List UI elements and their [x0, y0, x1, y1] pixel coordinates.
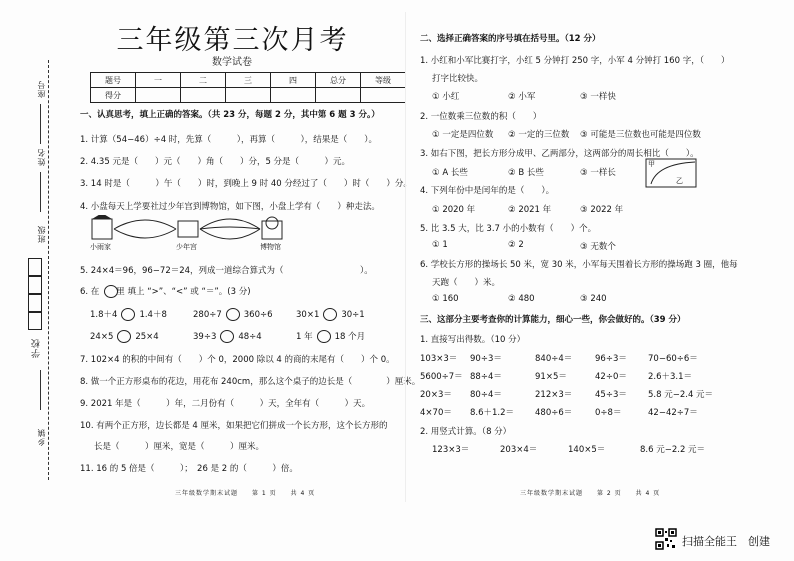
- compare-expr: 280÷7: [193, 310, 222, 320]
- choice-q6-line2: 天跑（ ）米。: [432, 278, 501, 288]
- id-box: [28, 312, 42, 330]
- region-label-a: 甲: [648, 160, 655, 168]
- home-roof-icon: [92, 215, 112, 219]
- choice-q1-line2: 打字比较快。: [432, 74, 484, 84]
- calc-item: 88÷4＝: [470, 372, 502, 382]
- choice-q5-opt[interactable]: ② 2: [508, 240, 524, 250]
- school-fill-line: [40, 370, 41, 410]
- calc-item: 20×3＝: [420, 390, 452, 400]
- museum-building-icon: [262, 221, 282, 239]
- choice-q6-line1: 6. 学校长方形的操场长 50 米，宽 30 米，小军每天围着长方形的操场跑 3 圈，他每: [420, 260, 738, 270]
- section1-heading: 一、认真思考，填上正确的答案。（共 23 分，每题 2 分，其中第 6 题 3 分。）: [80, 110, 380, 120]
- compare-expr: 30×1: [296, 310, 320, 320]
- score-header-cell: 四: [271, 73, 316, 88]
- calc-item: 0÷8＝: [595, 408, 622, 418]
- score-header-cell: 三: [226, 73, 271, 88]
- page-divider: [405, 12, 406, 502]
- choice-q6-opt[interactable]: ③ 240: [580, 294, 607, 304]
- calc-item: 45÷3＝: [595, 390, 627, 400]
- vertical-calc-item: 123×3＝: [432, 445, 470, 455]
- score-cell[interactable]: [181, 88, 226, 103]
- id-box: [28, 294, 42, 312]
- calc-item: 480÷6＝: [535, 408, 573, 418]
- binding-class-label: 班级: [37, 225, 46, 243]
- score-header-cell: 等级: [361, 73, 406, 88]
- score-header-cell: 一: [136, 73, 181, 88]
- question-7: 7. 102×4 的积的中间有（ ）个 0，2000 除以 4 的商的末尾有（ ）个 0。: [80, 355, 395, 365]
- divide-curve: [651, 162, 695, 184]
- compare-expr: 1.4＋8: [139, 310, 167, 320]
- choice-q1-opt[interactable]: ③ 一样快: [580, 92, 616, 102]
- calc-item: 5.8 元−2.4 元＝: [648, 390, 714, 400]
- choice-q4-opt[interactable]: ① 2020 年: [432, 205, 476, 215]
- compare-circle[interactable]: [220, 330, 234, 343]
- calc-item: 212×3＝: [535, 390, 573, 400]
- choice-q5-opt[interactable]: ③ 无数个: [580, 242, 616, 252]
- compare-expr: 39÷3: [193, 332, 217, 342]
- score-header-cell: 总分: [316, 73, 361, 88]
- section3-heading: 三、这部分主要考查你的计算能力，细心一些，你会做好的。（39 分）: [420, 315, 686, 325]
- calc-item: 80÷4＝: [470, 390, 502, 400]
- question-8: 8. 做一个正方形桌布的花边，用花布 240cm，那么这个桌子的边长是（ ）厘米。: [80, 377, 421, 387]
- score-cell[interactable]: [316, 88, 361, 103]
- watermark-text: 扫描全能王 创建: [682, 535, 770, 548]
- question-6: 6. 在 里 填上 “>”、“<” 或 “＝”。(3 分): [80, 287, 251, 297]
- binding-township-label: 乡镇: [37, 428, 46, 446]
- score-cell[interactable]: [136, 88, 181, 103]
- choice-q1-opt[interactable]: ② 小军: [508, 92, 536, 102]
- choice-q4-opt[interactable]: ③ 2022 年: [580, 205, 624, 215]
- compare-circle[interactable]: [104, 285, 118, 298]
- compare-expr: 1 年: [296, 332, 313, 342]
- score-cell[interactable]: [226, 88, 271, 103]
- question-9: 9. 2021 年是（ ）年，二月份有（ ）天，全年有（ ）天。: [80, 399, 371, 409]
- compare-expr: 24×5: [90, 332, 114, 342]
- compare-circle[interactable]: [317, 330, 331, 343]
- page-footer-1: 三年级数学期末试题 第 1 页 共 4 页: [175, 490, 316, 497]
- route-line: [114, 229, 176, 238]
- choice-q2-opt[interactable]: ② 一定的三位数: [508, 130, 570, 140]
- calc-item: 42÷0＝: [595, 372, 627, 382]
- choice-q6-opt[interactable]: ② 480: [508, 294, 535, 304]
- calc2-heading: 2. 用竖式计算。（8 分）: [420, 427, 512, 437]
- palace-building-icon: [178, 221, 198, 237]
- choice-q5: 5. 比 3.5 大，比 3.7 小的小数有（ ）个。: [420, 224, 597, 234]
- question-2: 2. 4.35 元是（ ）元（ ）角（ ）分，5 分是（ ）元。: [80, 157, 351, 167]
- binding-dashed-line: [48, 60, 49, 480]
- calc1-heading: 1. 直接写出得数。（10 分）: [420, 335, 526, 345]
- compare-row-2: [296, 330, 365, 343]
- id-box: [28, 276, 42, 294]
- choice-q2-opt[interactable]: ③ 可能是三位数也可能是四位数: [580, 130, 701, 140]
- choice-q3: 3. 如右下图，把长方形分成甲、乙两部分，这两部分的周长相比（ ）。: [420, 149, 699, 159]
- score-cell[interactable]: [271, 88, 316, 103]
- route-line: [114, 220, 176, 229]
- choice-q1-opt[interactable]: ① 小红: [432, 92, 460, 102]
- route-line: [200, 229, 260, 239]
- compare-expr: 25×4: [135, 332, 159, 342]
- calc-item: 8.6＋1.2＝: [470, 408, 515, 418]
- exam-title: 三年级第三次月考: [116, 25, 349, 56]
- choice-q2: 2. 一位数乘三位数的积（ ）: [420, 112, 542, 122]
- score-table: [90, 72, 406, 103]
- route-line: [200, 227, 260, 229]
- question-1: 1. 计算（54−46）÷4 时，先算（ ），再算（ ），结果是（ ）。: [80, 135, 378, 145]
- home-building-icon: [92, 219, 112, 239]
- compare-circle[interactable]: [117, 330, 131, 343]
- place-label-home: 小雨家: [90, 243, 111, 251]
- question-5: 5. 24×4＝96，96−72＝24，列成一道综合算式为（ ）。: [80, 266, 373, 276]
- compare-row-2: [193, 330, 262, 343]
- binding-name-label: 姓名: [37, 148, 46, 166]
- page-footer-2: 三年级数学期末试题 第 2 页 共 4 页: [520, 490, 661, 497]
- calc-item: 91×5＝: [535, 372, 567, 382]
- compare-expr: 18 个月: [334, 332, 366, 342]
- compare-row-2: [90, 330, 159, 343]
- compare-row-1: [296, 308, 365, 321]
- calc-item: 5600÷7＝: [420, 372, 463, 382]
- region-label-b: 乙: [676, 177, 683, 185]
- compare-row-1: [193, 308, 273, 321]
- compare-row-1: [90, 308, 167, 321]
- choice-q3-opt[interactable]: ③ 一样长: [580, 168, 616, 178]
- choice-q2-opt[interactable]: ① 一定是四位数: [432, 130, 494, 140]
- compare-expr: 1.8＋4: [90, 310, 118, 320]
- choice-q6-opt[interactable]: ① 160: [432, 294, 459, 304]
- vertical-calc-item: 140×5＝: [568, 445, 606, 455]
- id-box: [28, 258, 42, 276]
- question-10-line2: 长是（ ）厘米，宽是（ ）厘米。: [94, 442, 265, 452]
- vertical-calc-item: 203×4＝: [500, 445, 538, 455]
- exam-subtitle: 数学试卷: [212, 57, 252, 68]
- binding-school-label: 学校: [32, 338, 42, 358]
- calc-item: 2.6＋3.1＝: [648, 372, 693, 382]
- binding-seat-label: 座号: [37, 80, 46, 98]
- place-label-museum: 博物馆: [260, 243, 281, 251]
- question-10-line1: 10. 有两个正方形，边长都是 4 厘米，如果把它们拼成一个长方形，这个长方形的: [80, 421, 388, 431]
- score-cell[interactable]: [361, 88, 406, 103]
- compare-expr: 48÷4: [238, 332, 262, 342]
- calc-item: 103×3＝: [420, 354, 458, 364]
- calc-item: 96÷3＝: [595, 354, 627, 364]
- section2-heading: 二、选择正确答案的序号填在括号里。（12 分）: [420, 34, 601, 44]
- choice-q4-opt[interactable]: ② 2021 年: [508, 205, 552, 215]
- place-label-palace: 少年宫: [176, 243, 197, 251]
- compare-circle[interactable]: [121, 308, 135, 321]
- question-11: 11. 16 的 5 倍是（ ）； 26 是 2 的（ ）倍。: [80, 464, 298, 474]
- name-fill-line: [40, 172, 41, 212]
- vertical-calc-item: 8.6 元−2.2 元＝: [640, 445, 706, 455]
- choice-q4: 4. 下列年份中是闰年的是（ ）。: [420, 186, 555, 196]
- choice-q5-opt[interactable]: ① 1: [432, 240, 448, 250]
- compare-circle[interactable]: [323, 308, 337, 321]
- seat-fill-line: [40, 104, 41, 144]
- qr-code-icon: [655, 528, 677, 550]
- calc-item: 840÷4＝: [535, 354, 573, 364]
- choice-q3-opt[interactable]: ① A 长些: [432, 168, 468, 178]
- calc-item: 70−60÷6＝: [648, 354, 698, 364]
- question-4: 4. 小盘每天上学要社过少年宫到博物馆，如下图，小盘上学有（ ）种走法。: [80, 202, 380, 212]
- calc-item: 90÷3＝: [470, 354, 502, 364]
- calc-item: 4×70＝: [420, 408, 452, 418]
- compare-circle[interactable]: [226, 308, 240, 321]
- question-3: 3. 14 时是（ ）午（ ）时，到晚上 9 时 40 分经过了（ ）时（ ）分。: [80, 179, 412, 189]
- score-header-cell: 题号: [91, 73, 136, 88]
- choice-q3-opt[interactable]: ② B 长些: [508, 168, 544, 178]
- compare-expr: 30÷1: [341, 310, 365, 320]
- choice-q1-line1: 1. 小红和小军比赛打字，小红 5 分钟打 250 字，小军 4 分钟打 160 字，（ ）: [420, 56, 730, 66]
- score-header-cell: 二: [181, 73, 226, 88]
- calc-item: 42−42÷7＝: [648, 408, 698, 418]
- score-row-label: 得分: [91, 88, 136, 103]
- compare-expr: 360÷6: [243, 310, 273, 320]
